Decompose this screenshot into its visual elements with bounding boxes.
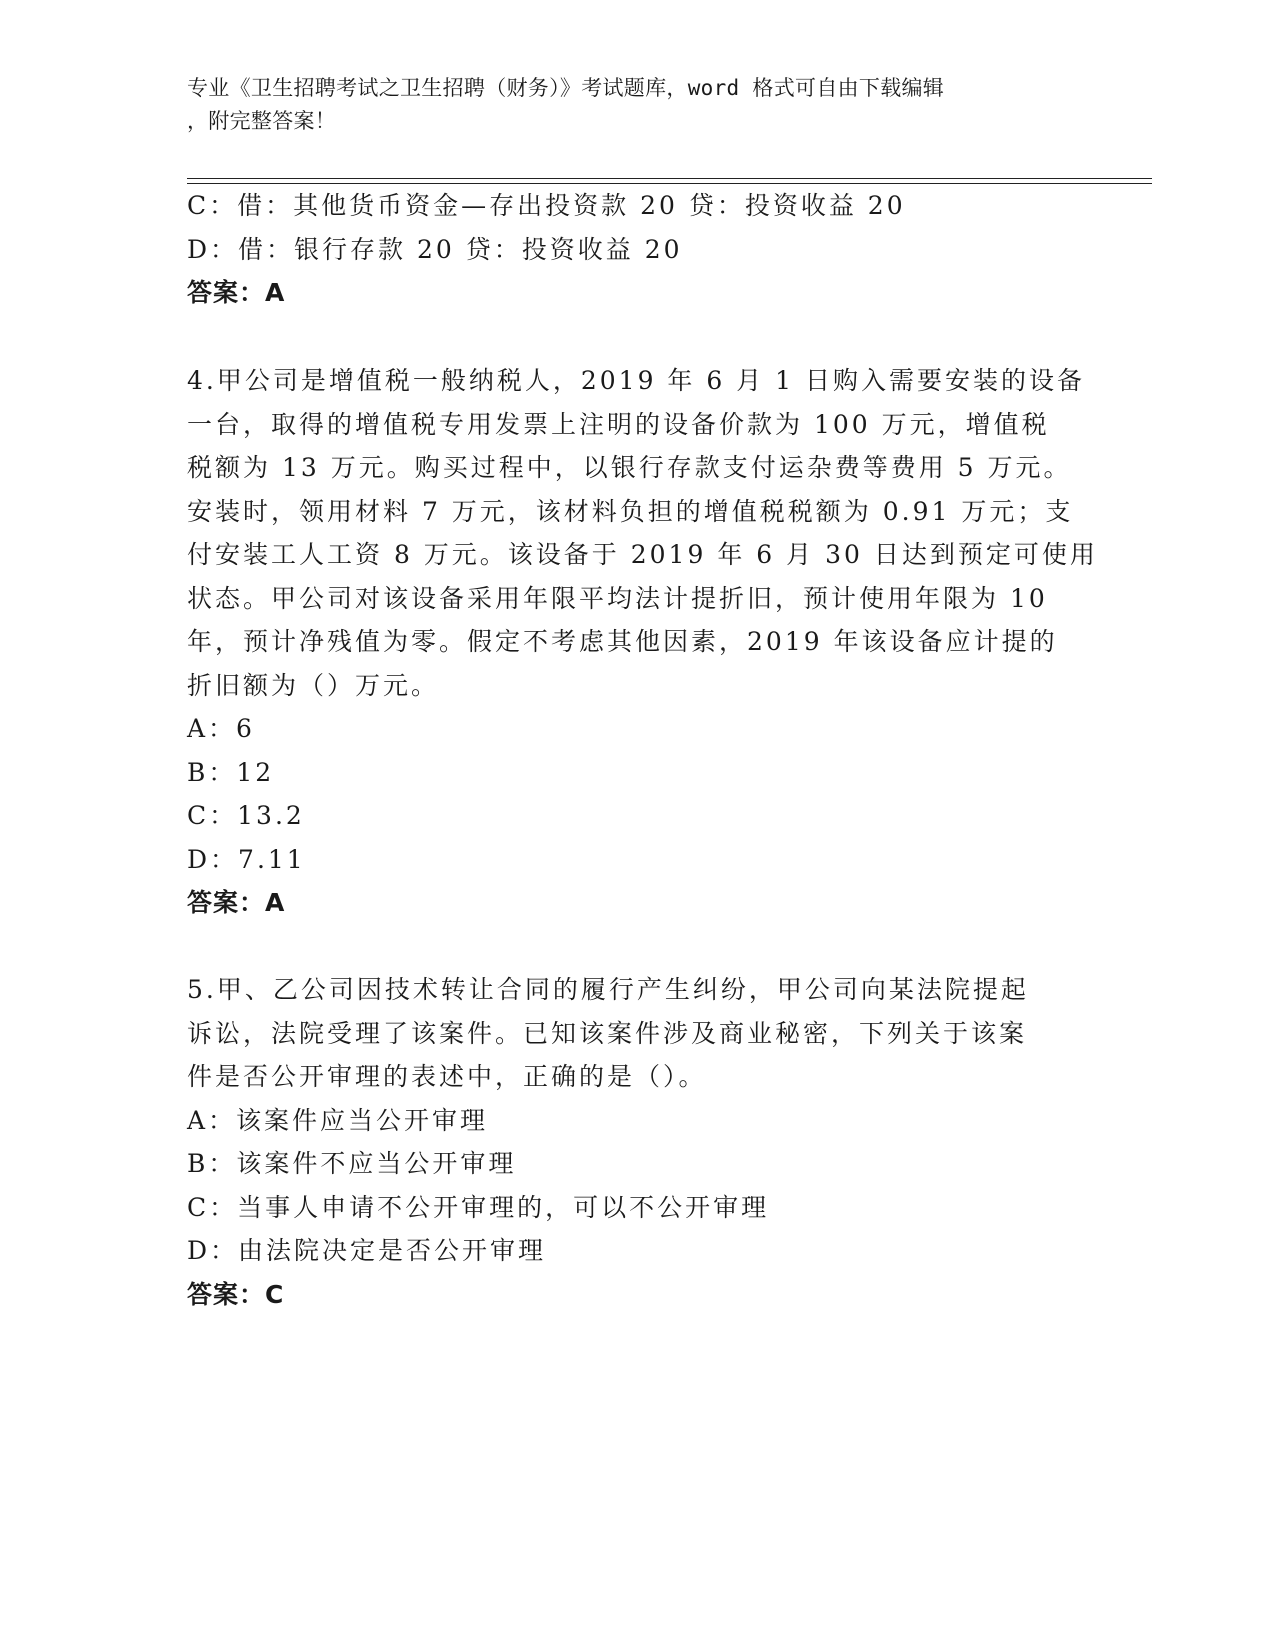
q3-option-c: C：借：其他货币资金—存出投资款 20 贷：投资收益 20 [187, 191, 906, 220]
q5-option-b: B：该案件不应当公开审理 [187, 1149, 517, 1178]
q4-stem-line-5: 付安装工人工资 8 万元。该设备于 2019 年 6 月 30 日达到预定可使用 [187, 540, 1098, 569]
q5-stem-line-1: 5.甲、乙公司因技术转让合同的履行产生纠纷，甲公司向某法院提起 [187, 975, 1029, 1004]
q4-answer: 答案：A [187, 888, 286, 917]
q4-stem-line-6: 状态。甲公司对该设备采用年限平均法计提折旧，预计使用年限为 10 [187, 584, 1048, 613]
q5-answer: 答案：C [187, 1280, 285, 1309]
q4-stem-line-1: 4.甲公司是增值税一般纳税人，2019 年 6 月 1 日购入需要安装的设备 [187, 366, 1086, 395]
q4-option-d: D：7.11 [187, 845, 306, 874]
q3-answer: 答案：A [187, 278, 286, 307]
document-header [187, 72, 1067, 138]
q4-option-b: B：12 [187, 758, 275, 787]
q4-stem-line-7: 年，预计净残值为零。假定不考虑其他因素，2019 年该设备应计提的 [187, 627, 1058, 656]
q5-option-a: A：该案件应当公开审理 [187, 1106, 489, 1135]
q4-stem-line-3: 税额为 13 万元。购买过程中，以银行存款支付运杂费等费用 5 万元。 [187, 453, 1072, 482]
q4-stem-line-2: 一台，取得的增值税专用发票上注明的设备价款为 100 万元，增值税 [187, 410, 1050, 439]
q4-option-a: A：6 [187, 714, 255, 743]
q5-stem-line-3: 件是否公开审理的表述中，正确的是（）。 [187, 1062, 707, 1091]
q5-option-d: D：由法院决定是否公开审理 [187, 1236, 547, 1265]
header-divider-top [187, 178, 1152, 179]
q5-option-c: C：当事人申请不公开审理的，可以不公开审理 [187, 1193, 770, 1222]
header-line-1: 专业《卫生招聘考试之卫生招聘（财务）》考试题库，word 格式可自由下载编辑 [187, 76, 945, 100]
q4-option-c: C：13.2 [187, 801, 305, 830]
q4-stem-line-8: 折旧额为（）万元。 [187, 671, 440, 700]
header-divider-bottom [187, 183, 1152, 184]
q5-stem-line-2: 诉讼，法院受理了该案件。已知该案件涉及商业秘密，下列关于该案 [187, 1019, 1028, 1048]
q4-stem-line-4: 安装时，领用材料 7 万元，该材料负担的增值税税额为 0.91 万元；支 [187, 497, 1074, 526]
header-line-2: ，附完整答案！ [187, 109, 337, 133]
q3-option-d: D：借：银行存款 20 贷：投资收益 20 [187, 235, 683, 264]
